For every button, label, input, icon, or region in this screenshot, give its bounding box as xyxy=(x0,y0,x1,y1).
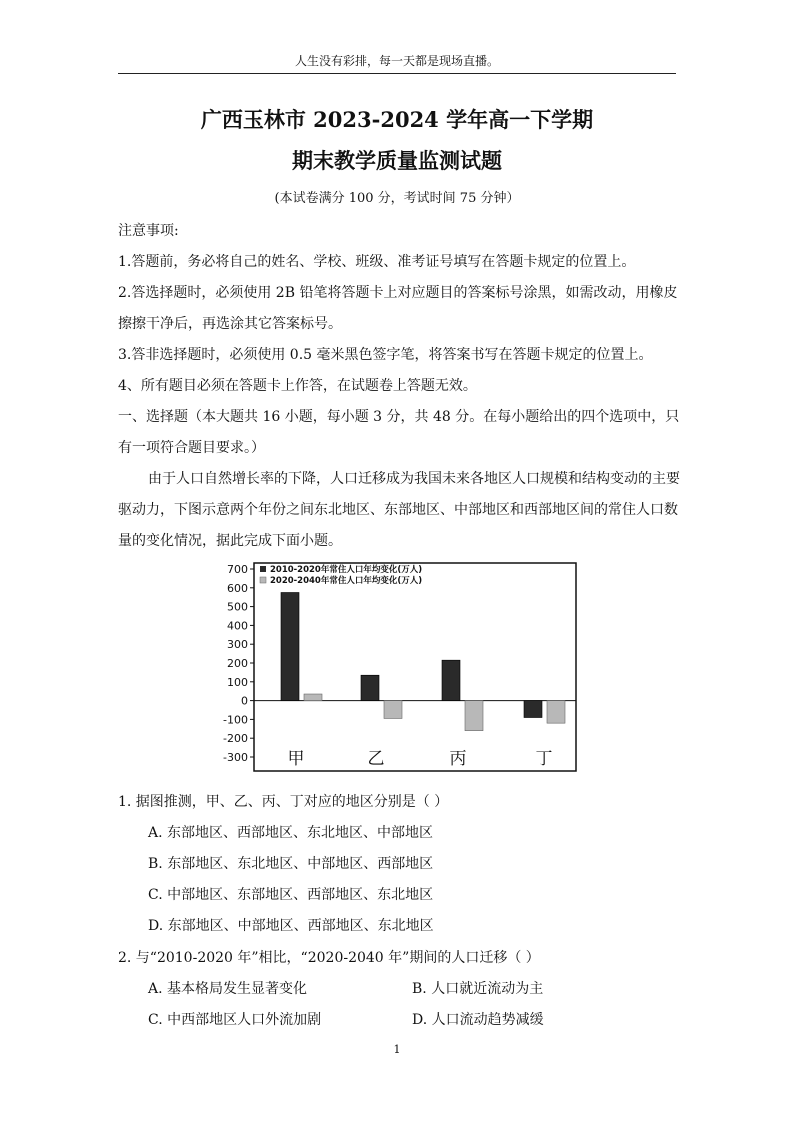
bar-2020-2040-2 xyxy=(384,701,402,719)
y-tick-label: 500 xyxy=(227,600,248,614)
legend-label-2010-2020: 2010-2020年常住人口年均变化(万人) xyxy=(270,565,423,575)
page-header-motto: 人生没有彩排，每一天都是现场直播。 xyxy=(294,54,499,68)
question-1-option-b[interactable]: B. 东部地区、东北地区、中部地区、西部地区 xyxy=(148,856,434,872)
y-tick-label: 100 xyxy=(227,675,248,689)
question-1-option-d[interactable]: D. 东部地区、中部地区、西部地区、东北地区 xyxy=(148,918,434,934)
passage-line1: 由于人口自然增长率的下降，人口迁移成为我国未来各地区人口规模和结构变动的主要 xyxy=(148,471,680,487)
y-tick-label: 600 xyxy=(227,581,248,595)
note-4: 4、所有题目必须在答题卡上作答，在试题卷上答题无效。 xyxy=(118,378,477,394)
bar-2010-2020-2 xyxy=(361,675,379,700)
note-1: 1.答题前，务必将自己的姓名、学校、班级、准考证号填写在答题卡规定的位置上。 xyxy=(118,254,636,270)
y-tick-label: -100 xyxy=(223,713,248,727)
exam-title: 广西玉林市 2023-2024 学年高一下学期 xyxy=(200,107,594,132)
bar-2010-2020-4 xyxy=(524,701,542,718)
exam-subtitle: 期末教学质量监测试题 xyxy=(292,148,502,173)
section-intro-line2: 有一项符合题目要求。） xyxy=(118,440,265,456)
category-label: 乙 xyxy=(367,749,385,769)
passage-line2: 驱动力，下图示意两个年份之间东北地区、东部地区、中部地区和西部地区间的常住人口数 xyxy=(118,502,678,518)
question-2-stem: 2. 与“2010-2020 年”相比，“2020-2040 年”期间的人口迁移（ ） xyxy=(118,950,540,966)
y-tick-label: 400 xyxy=(227,619,248,633)
question-1-stem: 1. 据图推测，甲、乙、丙、丁对应的地区分别是（ ） xyxy=(118,794,449,810)
bar-2020-2040-4 xyxy=(547,701,565,724)
legend-swatch-2010-2020 xyxy=(260,566,266,572)
category-label: 丁 xyxy=(535,749,553,769)
question-2-option-a[interactable]: A. 基本格局发生显著变化 xyxy=(148,981,308,997)
y-tick-label: 700 xyxy=(227,563,248,576)
header-divider xyxy=(118,73,676,74)
notes-heading: 注意事项: xyxy=(118,223,179,239)
population-change-chart xyxy=(214,560,580,775)
question-2-option-d[interactable]: D. 人口流动趋势减缓 xyxy=(412,1012,544,1028)
question-2-option-c[interactable]: C. 中西部地区人口外流加剧 xyxy=(148,1012,322,1028)
chart-frame xyxy=(254,563,576,771)
question-1-option-c[interactable]: C. 中部地区、东部地区、西部地区、东北地区 xyxy=(148,887,434,903)
exam-info: (本试卷满分 100 分，考试时间 75 分钟） xyxy=(274,191,520,206)
y-tick-label: -300 xyxy=(223,751,248,764)
bar-2020-2040-3 xyxy=(465,701,483,731)
bar-2010-2020-1 xyxy=(281,593,299,701)
y-tick-label: 200 xyxy=(227,657,248,670)
section-intro-line1: 一、选择题（本大题共 16 小题，每小题 3 分，共 48 分。在每小题给出的四个选项中，只 xyxy=(118,409,680,425)
bar-2010-2020-3 xyxy=(442,660,460,700)
bar-2020-2040-1 xyxy=(304,694,322,701)
note-2-line1: 2.答选择题时，必须使用 2B 铅笔将答题卡上对应题目的答案标号涂黑，如需改动，用橡皮 xyxy=(118,285,678,301)
y-tick-label: 0 xyxy=(241,694,248,708)
question-2-option-b[interactable]: B. 人口就近流动为主 xyxy=(412,981,544,997)
category-label: 丙 xyxy=(449,749,467,769)
page-number: 1 xyxy=(393,1043,401,1056)
note-2-line2: 擦擦干净后，再选涂其它答案标号。 xyxy=(118,316,342,332)
y-tick-label: -200 xyxy=(223,732,248,746)
question-1-option-a[interactable]: A. 东部地区、西部地区、东北地区、中部地区 xyxy=(148,825,434,841)
legend-swatch-2020-2040 xyxy=(260,577,266,583)
y-tick-label: 300 xyxy=(227,638,248,652)
legend-label-2020-2040: 2020-2040年常住人口年均变化(万人) xyxy=(270,576,423,586)
passage-line3: 量的变化情况，据此完成下面小题。 xyxy=(118,533,342,549)
note-3: 3.答非选择题时，必须使用 0.5 毫米黑色签字笔，将答案书写在答题卡规定的位置上。 xyxy=(118,347,653,363)
category-label: 甲 xyxy=(287,749,305,769)
